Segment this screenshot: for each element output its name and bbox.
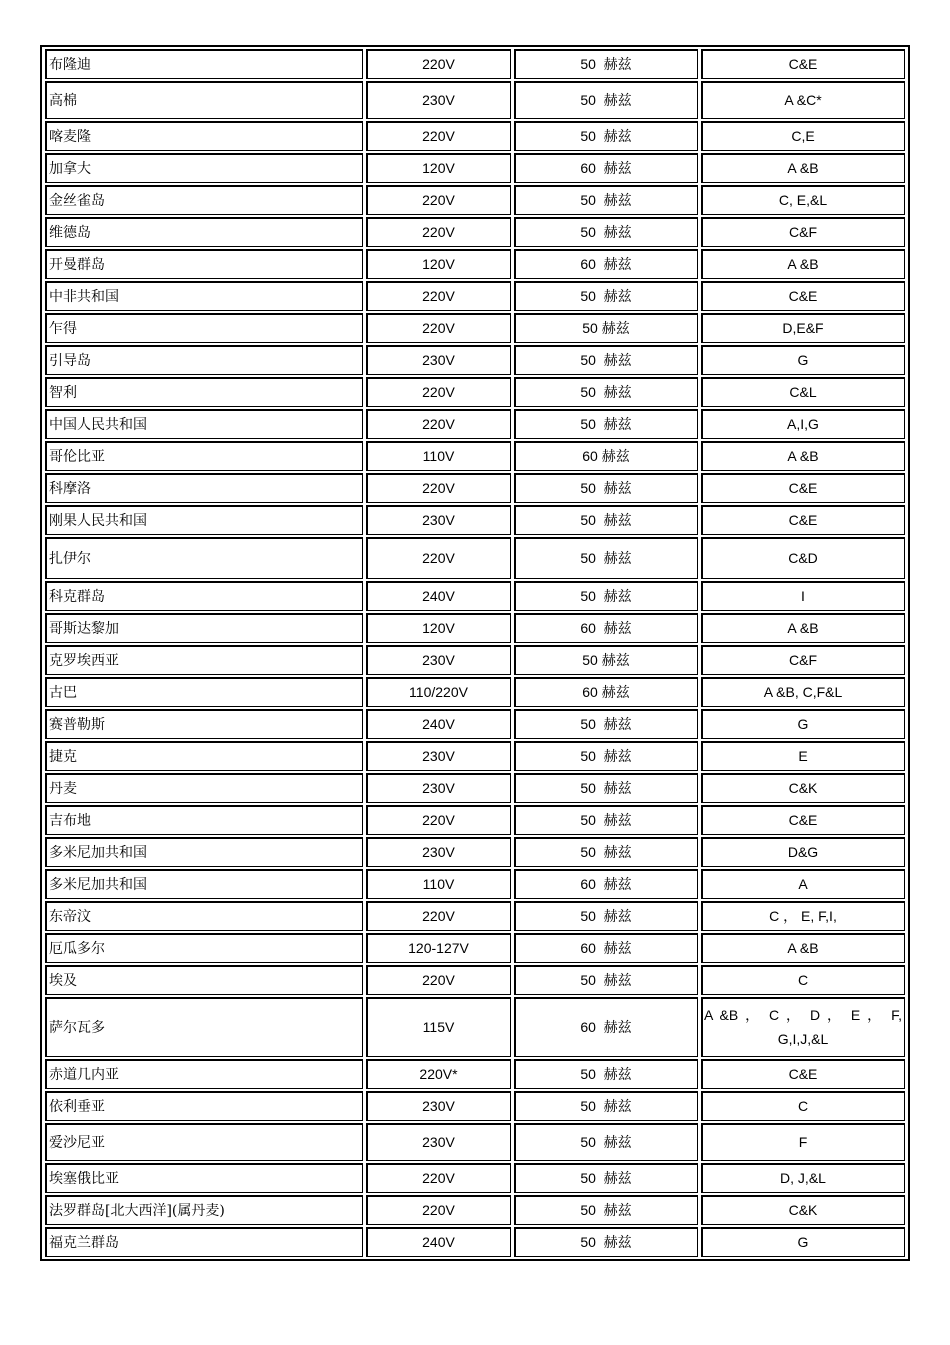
plug-type-cell: C&D (701, 537, 905, 579)
frequency-value: 50 (580, 1202, 596, 1218)
frequency-unit: 赫兹 (603, 749, 632, 765)
voltage-cell: 220V (366, 1195, 511, 1225)
frequency-cell (514, 965, 698, 995)
frequency-cell (514, 805, 698, 835)
frequency-cell (514, 537, 698, 579)
frequency-cell (514, 505, 698, 535)
voltage-table-body (45, 49, 905, 1257)
table-row (45, 581, 905, 611)
country-cell: 科克群岛 (45, 581, 363, 611)
frequency-unit: 赫兹 (603, 781, 632, 797)
frequency-unit: 赫兹 (603, 1235, 632, 1251)
voltage-cell: 240V (366, 581, 511, 611)
plug-type-cell: C (701, 1091, 905, 1121)
voltage-cell: 230V (366, 81, 511, 119)
plug-type-cell: A &B (701, 441, 905, 471)
plug-type-cell: C, E,&L (701, 185, 905, 215)
voltage-cell: 230V (366, 741, 511, 771)
frequency-value: 50 (580, 780, 596, 796)
frequency-unit: 赫兹 (603, 589, 632, 605)
frequency-cell (514, 249, 698, 279)
voltage-cell: 240V (366, 709, 511, 739)
frequency-value: 50 (580, 1170, 596, 1186)
table-row (45, 837, 905, 867)
frequency-cell (514, 741, 698, 771)
plug-type-cell: C&L (701, 377, 905, 407)
frequency-unit: 赫兹 (603, 1020, 632, 1036)
table-row (45, 997, 905, 1057)
frequency-value: 60 (580, 256, 596, 272)
table-row (45, 1227, 905, 1257)
frequency-value: 50 (580, 1134, 596, 1150)
plug-type-cell: A &B ， C ， D ， E ， F, G,I,J,&L (701, 997, 905, 1057)
voltage-cell: 110V (366, 441, 511, 471)
country-cell: 厄瓜多尔 (45, 933, 363, 963)
voltage-cell: 220V (366, 409, 511, 439)
frequency-unit: 赫兹 (603, 717, 632, 733)
table-row (45, 185, 905, 215)
voltage-cell: 110/220V (366, 677, 511, 707)
table-row (45, 249, 905, 279)
voltage-cell: 240V (366, 1227, 511, 1257)
plug-type-cell: C,E (701, 121, 905, 151)
frequency-cell (514, 377, 698, 407)
plug-type-cell: C&E (701, 505, 905, 535)
table-row (45, 281, 905, 311)
frequency-unit: 赫兹 (603, 257, 632, 273)
frequency-value: 50 (580, 192, 596, 208)
frequency-cell (514, 869, 698, 899)
table-row (45, 505, 905, 535)
voltage-cell: 230V (366, 1123, 511, 1161)
voltage-cell: 110V (366, 869, 511, 899)
table-row (45, 901, 905, 931)
frequency-value: 50 (580, 128, 596, 144)
voltage-cell: 230V (366, 837, 511, 867)
table-row (45, 645, 905, 675)
voltage-table (40, 45, 910, 1261)
country-cell: 科摩洛 (45, 473, 363, 503)
frequency-value: 50 (582, 652, 598, 668)
frequency-unit: 赫兹 (603, 877, 632, 893)
country-cell: 古巴 (45, 677, 363, 707)
frequency-cell (514, 49, 698, 79)
voltage-cell: 220V (366, 49, 511, 79)
voltage-cell: 220V (366, 901, 511, 931)
frequency-value: 50 (580, 972, 596, 988)
table-row (45, 81, 905, 119)
frequency-cell (514, 709, 698, 739)
voltage-cell: 120V (366, 249, 511, 279)
voltage-cell: 220V (366, 281, 511, 311)
frequency-cell (514, 81, 698, 119)
country-cell: 埃及 (45, 965, 363, 995)
frequency-value: 50 (580, 416, 596, 432)
frequency-cell (514, 1227, 698, 1257)
frequency-value: 50 (580, 1098, 596, 1114)
voltage-cell: 220V* (366, 1059, 511, 1089)
country-cell: 中非共和国 (45, 281, 363, 311)
voltage-cell: 220V (366, 313, 511, 343)
table-row (45, 869, 905, 899)
frequency-unit: 赫兹 (603, 1171, 632, 1187)
plug-type-cell: C&F (701, 645, 905, 675)
country-cell: 维德岛 (45, 217, 363, 247)
frequency-unit: 赫兹 (603, 1203, 632, 1219)
voltage-cell: 230V (366, 645, 511, 675)
country-cell: 赤道几内亚 (45, 1059, 363, 1089)
voltage-cell: 220V (366, 121, 511, 151)
frequency-cell (514, 409, 698, 439)
frequency-cell (514, 837, 698, 867)
frequency-value: 50 (580, 480, 596, 496)
voltage-cell: 230V (366, 505, 511, 535)
frequency-value: 50 (580, 224, 596, 240)
frequency-unit: 赫兹 (601, 653, 630, 669)
frequency-unit: 赫兹 (603, 353, 632, 369)
frequency-value: 50 (580, 512, 596, 528)
country-cell: 喀麦隆 (45, 121, 363, 151)
plug-type-cell: C ， E, F,I, (701, 901, 905, 931)
frequency-unit: 赫兹 (603, 481, 632, 497)
frequency-cell (514, 313, 698, 343)
country-cell: 高棉 (45, 81, 363, 119)
table-row (45, 613, 905, 643)
plug-type-cell: F (701, 1123, 905, 1161)
voltage-cell: 220V (366, 217, 511, 247)
table-row (45, 313, 905, 343)
frequency-cell (514, 281, 698, 311)
country-cell: 加拿大 (45, 153, 363, 183)
plug-type-cell: C&F (701, 217, 905, 247)
country-cell: 哥斯达黎加 (45, 613, 363, 643)
table-row (45, 805, 905, 835)
plug-type-cell: A (701, 869, 905, 899)
country-cell: 依利垂亚 (45, 1091, 363, 1121)
frequency-value: 50 (580, 352, 596, 368)
plug-type-cell: D,E&F (701, 313, 905, 343)
frequency-unit: 赫兹 (603, 621, 632, 637)
frequency-value: 50 (580, 1066, 596, 1082)
frequency-value: 60 (580, 876, 596, 892)
plug-type-cell: C&E (701, 473, 905, 503)
frequency-unit: 赫兹 (603, 941, 632, 957)
country-cell: 东帝汶 (45, 901, 363, 931)
plug-type-cell: G (701, 709, 905, 739)
plug-type-cell: A &C* (701, 81, 905, 119)
country-cell: 克罗埃西亚 (45, 645, 363, 675)
voltage-cell: 120-127V (366, 933, 511, 963)
frequency-value: 50 (580, 844, 596, 860)
frequency-cell (514, 1059, 698, 1089)
table-row (45, 1195, 905, 1225)
table-row (45, 537, 905, 579)
plug-type-cell: C&E (701, 281, 905, 311)
table-row (45, 1091, 905, 1121)
frequency-value: 50 (580, 908, 596, 924)
plug-type-cell: I (701, 581, 905, 611)
frequency-cell (514, 473, 698, 503)
frequency-cell (514, 185, 698, 215)
frequency-cell (514, 121, 698, 151)
plug-type-cell: A &B, C,F&L (701, 677, 905, 707)
voltage-cell: 230V (366, 345, 511, 375)
frequency-cell (514, 1091, 698, 1121)
frequency-value: 50 (580, 812, 596, 828)
frequency-cell (514, 773, 698, 803)
frequency-unit: 赫兹 (603, 513, 632, 529)
frequency-value: 50 (580, 56, 596, 72)
plug-type-cell: A &B (701, 613, 905, 643)
table-row (45, 409, 905, 439)
frequency-value: 50 (580, 716, 596, 732)
frequency-cell (514, 613, 698, 643)
voltage-cell: 220V (366, 537, 511, 579)
country-cell: 扎伊尔 (45, 537, 363, 579)
plug-type-cell: C (701, 965, 905, 995)
frequency-value: 50 (580, 384, 596, 400)
frequency-unit: 赫兹 (603, 57, 632, 73)
frequency-cell (514, 1195, 698, 1225)
plug-type-cell: C&E (701, 1059, 905, 1089)
plug-type-cell: C&K (701, 773, 905, 803)
table-row (45, 709, 905, 739)
frequency-unit: 赫兹 (603, 161, 632, 177)
country-cell: 爱沙尼亚 (45, 1123, 363, 1161)
plug-type-cell: G (701, 345, 905, 375)
country-cell: 福克兰群岛 (45, 1227, 363, 1257)
frequency-cell (514, 1163, 698, 1193)
plug-type-cell: A &B (701, 153, 905, 183)
frequency-unit: 赫兹 (603, 385, 632, 401)
frequency-value: 50 (580, 288, 596, 304)
frequency-cell (514, 153, 698, 183)
frequency-cell (514, 441, 698, 471)
voltage-cell: 220V (366, 1163, 511, 1193)
frequency-unit: 赫兹 (601, 685, 630, 701)
frequency-cell (514, 1123, 698, 1161)
voltage-cell: 220V (366, 805, 511, 835)
voltage-cell: 220V (366, 185, 511, 215)
table-row (45, 377, 905, 407)
table-row (45, 121, 905, 151)
country-cell: 多米尼加共和国 (45, 837, 363, 867)
country-cell: 赛普勒斯 (45, 709, 363, 739)
plug-type-cell: A &B (701, 933, 905, 963)
table-row (45, 965, 905, 995)
table-row (45, 441, 905, 471)
table-row (45, 933, 905, 963)
frequency-cell (514, 677, 698, 707)
plug-type-cell: A,I,G (701, 409, 905, 439)
country-cell: 开曼群岛 (45, 249, 363, 279)
voltage-cell: 220V (366, 965, 511, 995)
frequency-cell (514, 997, 698, 1057)
frequency-value: 60 (582, 448, 598, 464)
frequency-unit: 赫兹 (603, 93, 632, 109)
frequency-value: 60 (580, 940, 596, 956)
plug-type-cell: E (701, 741, 905, 771)
frequency-value: 60 (580, 160, 596, 176)
table-row (45, 49, 905, 79)
voltage-cell: 220V (366, 377, 511, 407)
frequency-unit: 赫兹 (603, 193, 632, 209)
country-cell: 智利 (45, 377, 363, 407)
table-row (45, 153, 905, 183)
frequency-value: 50 (580, 550, 596, 566)
plug-type-cell: A &B (701, 249, 905, 279)
frequency-unit: 赫兹 (603, 973, 632, 989)
frequency-cell (514, 933, 698, 963)
frequency-cell (514, 645, 698, 675)
voltage-cell: 220V (366, 473, 511, 503)
country-cell: 捷克 (45, 741, 363, 771)
frequency-value: 50 (580, 92, 596, 108)
table-row (45, 217, 905, 247)
frequency-value: 50 (580, 1234, 596, 1250)
frequency-unit: 赫兹 (603, 1067, 632, 1083)
frequency-value: 60 (580, 1019, 596, 1035)
frequency-value: 50 (580, 748, 596, 764)
country-cell: 法罗群岛[北大西洋](属丹麦) (45, 1195, 363, 1225)
table-row (45, 677, 905, 707)
frequency-unit: 赫兹 (603, 551, 632, 567)
voltage-cell: 120V (366, 153, 511, 183)
table-row (45, 741, 905, 771)
plug-type-cell: D, J,&L (701, 1163, 905, 1193)
country-cell: 哥伦比亚 (45, 441, 363, 471)
country-cell: 吉布地 (45, 805, 363, 835)
table-row (45, 1163, 905, 1193)
country-cell: 乍得 (45, 313, 363, 343)
table-row (45, 1123, 905, 1161)
country-cell: 刚果人民共和国 (45, 505, 363, 535)
country-cell: 萨尔瓦多 (45, 997, 363, 1057)
plug-type-cell: C&E (701, 49, 905, 79)
plug-type-cell: C&K (701, 1195, 905, 1225)
frequency-cell (514, 581, 698, 611)
voltage-cell: 230V (366, 773, 511, 803)
frequency-unit: 赫兹 (603, 1135, 632, 1151)
country-cell: 中国人民共和国 (45, 409, 363, 439)
frequency-unit: 赫兹 (603, 1099, 632, 1115)
table-row (45, 473, 905, 503)
country-cell: 埃塞俄比亚 (45, 1163, 363, 1193)
frequency-value: 50 (580, 588, 596, 604)
country-cell: 金丝雀岛 (45, 185, 363, 215)
frequency-value: 50 (582, 320, 598, 336)
frequency-unit: 赫兹 (603, 845, 632, 861)
plug-type-cell: D&G (701, 837, 905, 867)
country-cell: 多米尼加共和国 (45, 869, 363, 899)
frequency-unit: 赫兹 (603, 225, 632, 241)
country-cell: 布隆迪 (45, 49, 363, 79)
frequency-unit: 赫兹 (603, 289, 632, 305)
frequency-unit: 赫兹 (601, 321, 630, 337)
frequency-cell (514, 901, 698, 931)
table-row (45, 1059, 905, 1089)
voltage-cell: 230V (366, 1091, 511, 1121)
plug-type-cell: G (701, 1227, 905, 1257)
frequency-unit: 赫兹 (603, 417, 632, 433)
country-cell: 丹麦 (45, 773, 363, 803)
frequency-value: 60 (582, 684, 598, 700)
plug-type-cell: C&E (701, 805, 905, 835)
frequency-value: 60 (580, 620, 596, 636)
frequency-unit: 赫兹 (603, 129, 632, 145)
country-cell: 引导岛 (45, 345, 363, 375)
frequency-unit: 赫兹 (601, 449, 630, 465)
table-row (45, 345, 905, 375)
frequency-unit: 赫兹 (603, 909, 632, 925)
frequency-unit: 赫兹 (603, 813, 632, 829)
table-row (45, 773, 905, 803)
frequency-cell (514, 345, 698, 375)
voltage-cell: 120V (366, 613, 511, 643)
frequency-cell (514, 217, 698, 247)
voltage-cell: 115V (366, 997, 511, 1057)
